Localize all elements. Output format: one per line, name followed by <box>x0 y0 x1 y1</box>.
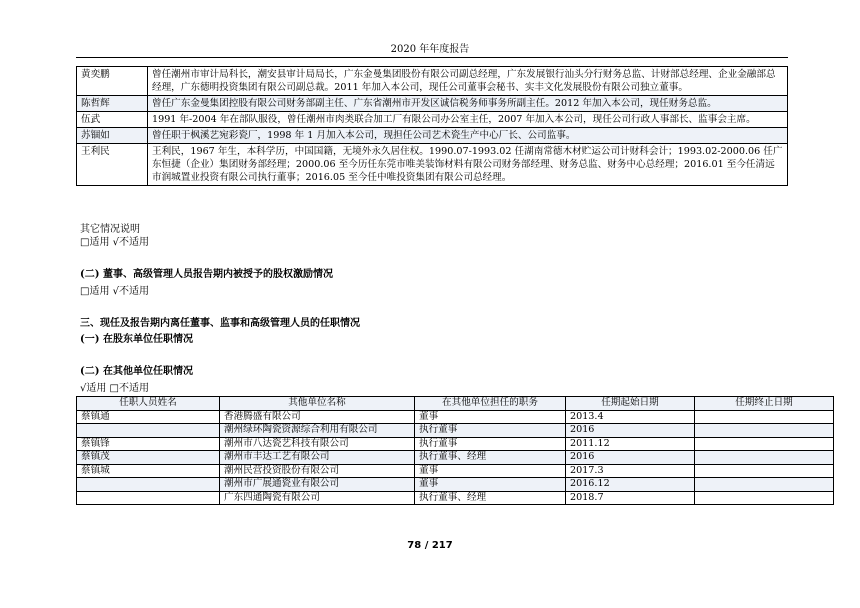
table-cell: 执行董事、经理 <box>415 491 566 505</box>
other-info-label: 其它情况说明 <box>80 224 140 235</box>
table-cell: 2016 <box>566 424 695 438</box>
column-header: 其他单位名称 <box>220 397 415 411</box>
person-name: 王利民 <box>77 144 148 186</box>
person-name: 苏锢如 <box>77 128 148 144</box>
column-header: 任期起始日期 <box>566 397 695 411</box>
table-cell: 潮州市丰达工艺有限公司 <box>220 451 415 465</box>
table-cell <box>695 451 834 465</box>
table-row <box>77 112 788 128</box>
table-cell: 蔡镇通 <box>77 410 220 424</box>
person-bio: 曾任潮州市审计局科长，潮安县审计局局长，广东金曼集团股份有限公司副总经理，广东发展银行汕头分行财务总监、计财部总经理、企业金融部总经理，广东德明投资集团有限公司副总裁。2011 年加入本公司，现任公司董事会秘书、实丰文化发展股份有限公司独立董事。 <box>148 67 788 96</box>
table-cell: 董事 <box>415 464 566 478</box>
person-bio: 曾任广东金曼集团控股有限公司财务部副主任、广东省潮州市开发区诚信税务师事务所副主任。2012 年加入本公司，现任财务总监。 <box>148 96 788 112</box>
table-cell <box>695 491 834 505</box>
table-cell: 执行董事、经理 <box>415 451 566 465</box>
table-cell <box>695 410 834 424</box>
table-cell: 香港腾盛有限公司 <box>220 410 415 424</box>
table-cell: 执行董事 <box>415 424 566 438</box>
table-cell: 蔡镇茂 <box>77 451 220 465</box>
table-cell: 潮州民营投资股份有限公司 <box>220 464 415 478</box>
header-divider <box>76 57 788 58</box>
person-name: 黄奕鹏 <box>77 67 148 96</box>
table-cell <box>77 424 220 438</box>
table-cell: 2013.4 <box>566 410 695 424</box>
table-cell: 2017.3 <box>566 464 695 478</box>
table-cell: 2018.7 <box>566 491 695 505</box>
table-header-row <box>77 397 834 411</box>
table-row <box>77 437 834 451</box>
table-row <box>77 128 788 144</box>
table-cell: 董事 <box>415 410 566 424</box>
executive-bio-table <box>76 66 788 186</box>
table-cell: 蔡镇城 <box>77 464 220 478</box>
other-unit-options: √适用 □不适用 <box>80 383 149 394</box>
table-cell: 2011.12 <box>566 437 695 451</box>
table-cell: 潮州绿环陶瓷资源综合利用有限公司 <box>220 424 415 438</box>
person-bio: 王利民，1967 年生，本科学历，中国国籍，无境外永久居住权。1990.07-1993.02 任湖南常德木材贮运公司计财科会计；1993.02-2000.06 任广东恒捷（企业）集团财务部经理；2000.06 至今历任东莞市唯美装饰材料有限公司财务部经理、财务总监、财务中心总经理；2016.01 至今任清远市润城置业投资有限公司执行董事；2016.05 至今任中唯投资集团有限公司总经理。 <box>148 144 788 186</box>
person-name: 陈哲辉 <box>77 96 148 112</box>
table-cell: 潮州市广展通瓷业有限公司 <box>220 478 415 492</box>
person-name: 伍武 <box>77 112 148 128</box>
other-unit-subtitle: (二) 在其他单位任职情况 <box>80 366 193 377</box>
table-row <box>77 67 788 96</box>
column-header: 任职人员姓名 <box>77 397 220 411</box>
table-row <box>77 451 834 465</box>
table-cell <box>695 464 834 478</box>
table-cell: 执行董事 <box>415 437 566 451</box>
table-row <box>77 464 834 478</box>
other-unit-positions-table <box>76 396 834 505</box>
table-row <box>77 478 834 492</box>
positions-section-title: 三、现任及报告期内离任董事、监事和高级管理人员的任职情况 <box>80 318 360 329</box>
table-cell: 蔡镇锋 <box>77 437 220 451</box>
table-cell: 董事 <box>415 478 566 492</box>
other-info-options: □适用 √不适用 <box>80 237 149 248</box>
equity-section-options: □适用 √不适用 <box>80 286 149 297</box>
table-row <box>77 96 788 112</box>
table-cell: 潮州市八达瓷艺科技有限公司 <box>220 437 415 451</box>
page-header-title: 2020 年年度报告 <box>390 44 470 55</box>
table-cell <box>695 478 834 492</box>
person-bio: 1991 年-2004 年在部队服役，曾任潮州市肉类联合加工厂有限公司办公室主任，2007 年加入本公司，现任公司行政人事部长、监事会主席。 <box>148 112 788 128</box>
table-row <box>77 424 834 438</box>
table-cell: 2016.12 <box>566 478 695 492</box>
table-cell: 广东四通陶瓷有限公司 <box>220 491 415 505</box>
column-header: 任期终止日期 <box>695 397 834 411</box>
table-row <box>77 491 834 505</box>
table-cell <box>77 478 220 492</box>
table-cell <box>695 424 834 438</box>
table-cell: 2016 <box>566 451 695 465</box>
page-number: 78 / 217 <box>407 540 453 551</box>
equity-section-title: (二) 董事、高级管理人员报告期内被授予的股权激励情况 <box>80 269 333 280</box>
table-cell <box>77 491 220 505</box>
column-header: 在其他单位担任的职务 <box>415 397 566 411</box>
person-bio: 曾任职于枫溪艺宛彩瓷厂，1998 年 1 月加入本公司，现担任公司艺术瓷生产中心厂长、公司监事。 <box>148 128 788 144</box>
table-cell <box>695 437 834 451</box>
table-row <box>77 410 834 424</box>
shareholder-unit-subtitle: (一) 在股东单位任职情况 <box>80 334 193 345</box>
table-row <box>77 144 788 186</box>
